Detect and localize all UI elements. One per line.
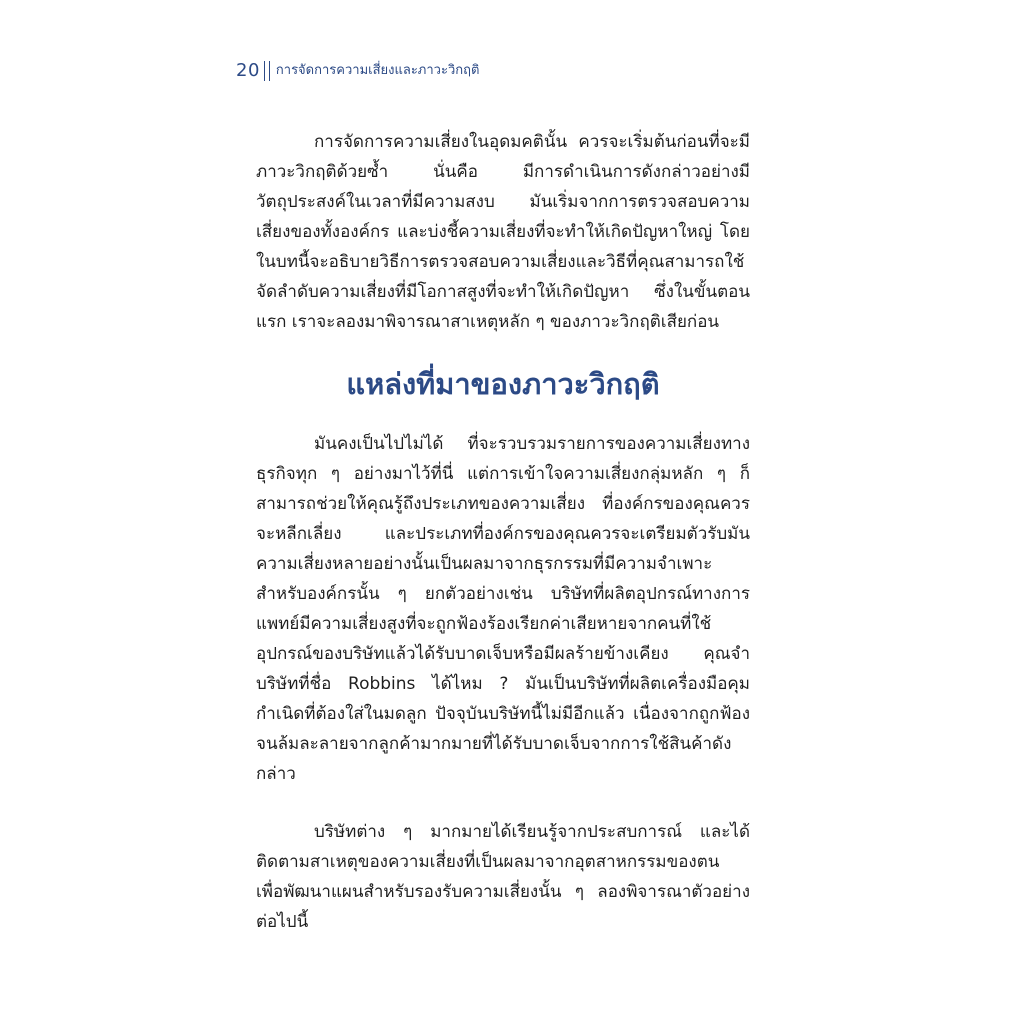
page-number: 20	[236, 60, 260, 81]
header-divider	[264, 61, 270, 81]
company-examples-paragraph: บริษัทต่าง ๆ มากมายได้เรียนรู้จากประสบการณ์ และได้ติดตามสาเหตุของความเสี่ยงที่เป็นผลมาจากอุตสาหกรรมของตน เพื่อพัฒนาแผนสำหรับรองรับความเสี่ยงนั้น ๆ ลองพิจารณาตัวอย่างต่อไปนี้	[256, 822, 750, 932]
intro-paragraph: การจัดการความเสี่ยงในอุดมคตินั้น ควรจะเริ่มต้นก่อนที่จะมีภาวะวิกฤติด้วยซ้ำ นั่นคือ มีการดำเนินการดังกล่าวอย่างมีวัตถุประสงค์ในเวลาที่มีความสงบ มันเริ่มจากการตรวจสอบความเสี่ยงของทั้งองค์กร และบ่งชี้ความเสี่ยงที่จะทำให้เกิดปัญหาใหญ่ โดยในบทนี้จะอธิบายวิธีการตรวจสอบความเสี่ยงและวิธีที่คุณสามารถใช้จัดลำดับความเสี่ยงที่มีโอกาสสูงที่จะทำให้เกิดปัญหา ซึ่งในขั้นตอนแรก เราจะลองมาพิจารณาสาเหตุหลัก ๆ ของภาวะวิกฤติเสียก่อน	[256, 132, 750, 332]
running-header	[236, 58, 479, 84]
risk-sources-paragraph: มันคงเป็นไปไม่ได้ ที่จะรวบรวมรายการของความเสี่ยงทางธุรกิจทุก ๆ อย่างมาไว้ที่นี่ แต่การเข้าใจความเสี่ยงกลุ่มหลัก ๆ ก็สามารถช่วยให้คุณรู้ถึงประเภทของความเสี่ยง ที่องค์กรของคุณควรจะหลีกเลี่ยง และประเภทที่องค์กรของคุณควรจะเตรียมตัวรับมันความเสี่ยงหลายอย่างนั้นเป็นผลมาจากธุรกรรมที่มีความจำเพาะสำหรับองค์กรนั้น ๆ ยกตัวอย่างเช่น บริษัทที่ผลิตอุปกรณ์ทางการแพทย์มีความเสี่ยงสูงที่จะถูกฟ้องร้องเรียกค่าเสียหายจากคนที่ใช้อุปกรณ์ของบริษัทแล้วได้รับบาดเจ็บหรือมีผลร้ายข้างเคียง คุณจำบริษัทที่ชื่อ Robbins ได้ไหม ? มันเป็นบริษัทที่ผลิตเครื่องมือคุมกำเนิดที่ต้องใส่ในมดลูก ปัจจุบันบริษัทนี้ไม่มีอีกแล้ว เนื่องจากถูกฟ้องจนล้มละลายจากลูกค้ามากมายที่ได้รับบาดเจ็บจากการใช้สินค้าดังกล่าว	[256, 434, 750, 784]
chapter-title: การจัดการความเสี่ยงและภาวะวิกฤติ	[275, 63, 480, 78]
section-heading: แหล่งที่มาของภาวะวิกฤติ	[346, 367, 660, 401]
